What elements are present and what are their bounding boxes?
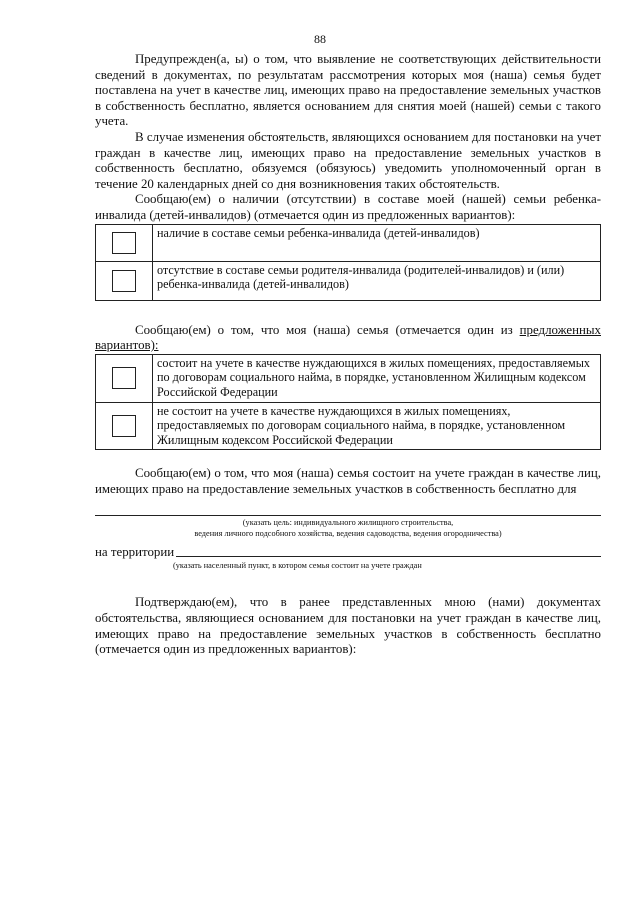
option-row [96,402,601,450]
purpose-hint-line1: (указать цель: индивидуального жилищного строительства, [242,518,454,528]
document-body [95,52,601,658]
territory-hint: (указать населенный пункт, в котором семья состоит на учете граждан [173,561,422,571]
housing-registered-checkbox[interactable] [112,367,136,389]
housing-options-table [95,354,601,451]
housing-not-registered-checkbox[interactable] [112,415,136,437]
option-row [96,354,601,402]
warning-paragraph: Предупрежден(а, ы) о том, что выявление не соответствующих действительности сведений в документах, по результатам рассмотрения которых моя (наша) семья будет поставлена на учет в качестве лиц, имеющих право на предоставление земельных участков в собственность бесплатно, является основанием для снятия моей (нашей) семьи с такого учета. [95,52,601,129]
disabled-child-absent-checkbox[interactable] [112,270,136,292]
purpose-hint-line2: ведения личного подсобного хозяйства, ведения садоводства, ведения огородничества) [194,529,502,539]
disabled-child-present-checkbox[interactable] [112,232,136,254]
housing-intro-text: Сообщаю(ем) о том, что моя (наша) семья (отмечается один из [135,322,520,337]
obligation-paragraph: В случае изменения обстоятельств, являющихся основанием для постановки на учет граждан в качестве лиц, имеющих право на предоставление земельных участков в собственность бесплатно, обязуемся (обязуюсь) уведомить уполномоченный орган в течение 20 календарных дней со дня возникновения таких обстоятельств. [95,129,601,191]
option-row [96,261,601,300]
territory-input-line[interactable] [176,556,601,557]
option-label: отсутствие в составе семьи родителя-инвалида (родителей-инвалидов) и (или) ребенка-инвалида (детей-инвалидов) [153,261,601,300]
option-label: не состоит на учете в качестве нуждающихся в жилых помещениях, предоставляемых по договорам социального найма, в порядке, установленном Жилищным кодексом Российской Федерации [153,402,601,450]
purpose-hint [95,517,601,539]
disabled-child-options-table [95,224,601,301]
land-purpose-intro: Сообщаю(ем) о том, что моя (наша) семья состоит на учете граждан в качестве лиц, имеющих право на предоставление земельных участков в собственность бесплатно для [95,466,601,496]
territory-label: на территории [95,545,175,560]
page-number: 88 [314,32,326,46]
housing-intro-underlined: предложенных вариантов): [95,322,601,353]
option-label: наличие в составе семьи ребенка-инвалида (детей-инвалидов) [153,224,601,261]
option-row [96,224,601,261]
purpose-input-line[interactable] [95,501,601,516]
confirmation-paragraph: Подтверждаю(ем), что в ранее представленных мною (нами) документах обстоятельства, являющиеся основанием для постановки на учет граждан в качестве лиц, имеющих право на предоставление земельных участков в собственность бесплатно (отмечается один из предложенных вариантов): [95,595,601,657]
disabled-child-intro: Сообщаю(ем) о наличии (отсутствии) в составе моей (нашей) семьи ребенка-инвалида (детей-инвалидов) (отмечается один из предложенных вариантов): [95,192,601,222]
territory-row [95,545,601,560]
option-label: состоит на учете в качестве нуждающихся в жилых помещениях, предоставляемых по договорам социального найма, в порядке, установленном Жилищным кодексом Российской Федерации [153,354,601,402]
housing-intro [95,323,601,354]
